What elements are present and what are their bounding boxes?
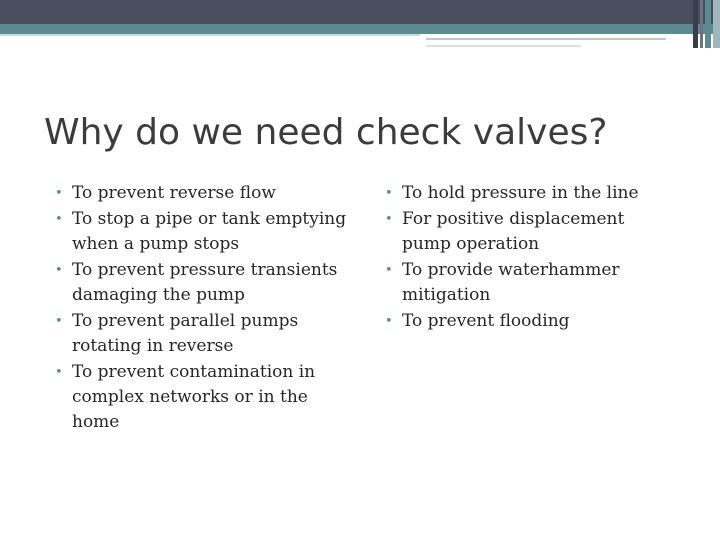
list-item bbox=[55, 181, 355, 206]
decorative-rule bbox=[426, 45, 581, 47]
bullet-icon: • bbox=[385, 314, 393, 329]
list-item bbox=[385, 258, 655, 308]
list-item bbox=[385, 181, 655, 206]
bullet-icon: • bbox=[55, 365, 63, 380]
decorative-rule bbox=[426, 38, 666, 40]
list-item-text: To prevent flooding bbox=[402, 311, 570, 331]
list-item bbox=[385, 309, 655, 334]
list-item-text: To prevent reverse flow bbox=[72, 183, 276, 203]
list-item-text: To prevent parallel pumps rotating in reverse bbox=[72, 311, 299, 356]
list-item bbox=[55, 258, 355, 308]
header-bar bbox=[0, 0, 720, 24]
bullet-icon: • bbox=[385, 263, 393, 278]
bullet-icon: • bbox=[385, 212, 393, 227]
list-item-text: To prevent contamination in complex networks or in the home bbox=[72, 362, 316, 432]
list-item bbox=[55, 207, 355, 257]
bullet-icon: • bbox=[55, 212, 63, 227]
bullet-icon: • bbox=[385, 186, 393, 201]
list-item-text: To stop a pipe or tank emptying when a pump stops bbox=[72, 209, 347, 254]
header-stripes bbox=[693, 0, 720, 48]
slide-title: Why do we need check valves? bbox=[44, 112, 608, 153]
list-item bbox=[385, 207, 655, 257]
right-bullet-list bbox=[385, 181, 655, 335]
list-item-text: To prevent pressure transients damaging the pump bbox=[72, 260, 338, 305]
list-item-text: To provide waterhammer mitigation bbox=[402, 260, 620, 305]
bullet-icon: • bbox=[55, 314, 63, 329]
header-accent-band bbox=[0, 24, 720, 34]
bullet-icon: • bbox=[55, 186, 63, 201]
decorative-rule bbox=[0, 34, 420, 36]
bullet-icon: • bbox=[55, 263, 63, 278]
list-item bbox=[55, 309, 355, 359]
list-item-text: For positive displacement pump operation bbox=[402, 209, 625, 254]
list-item bbox=[55, 360, 355, 435]
left-bullet-list bbox=[55, 181, 355, 436]
list-item-text: To hold pressure in the line bbox=[402, 183, 639, 203]
